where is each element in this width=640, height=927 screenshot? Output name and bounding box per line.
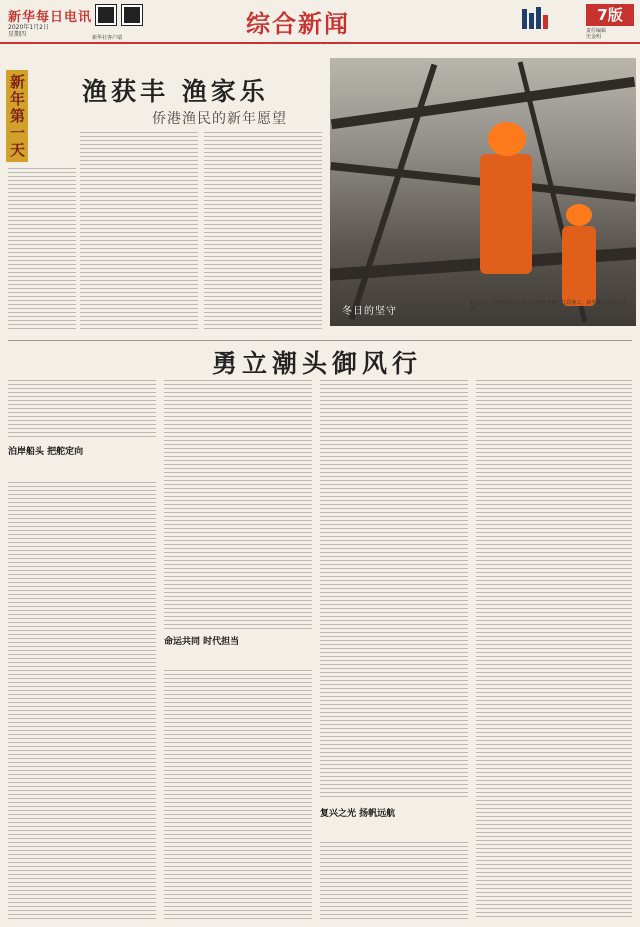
date-line: 2020年1月2日: [8, 24, 49, 31]
editor-credit: [586, 28, 606, 40]
top-article-column: [204, 132, 322, 332]
top-article-column: [8, 168, 76, 332]
construction-photo: [330, 58, 636, 326]
top-article-title: 渔获丰 渔家乐: [82, 77, 269, 106]
section-divider: [8, 340, 632, 341]
bottom-article-title: 勇立潮头御风行: [212, 349, 423, 378]
section-heading: 命运共同 时代担当: [164, 637, 240, 647]
bottom-article-column: [164, 670, 312, 920]
issue-date: [8, 24, 49, 38]
bottom-article-column: [8, 482, 156, 920]
bottom-article-column: [320, 380, 468, 800]
bottom-article-column: [8, 380, 156, 440]
qr-caption: 新华社客户端: [92, 35, 123, 41]
xinhua-logo-icon: [520, 5, 550, 33]
weekday-line: 星期四: [8, 31, 27, 38]
editor-role: 责任编辑: [586, 28, 607, 34]
masthead: 新华每日电讯: [8, 10, 93, 25]
section-heading: 泊岸船头 把舵定向: [8, 447, 84, 457]
page-number: 7版: [586, 4, 634, 26]
top-article-column: [80, 132, 198, 332]
page-header: [0, 0, 640, 44]
top-article-subtitle: 侨港渔民的新年愿望: [152, 111, 287, 127]
editor-name: 史金明: [586, 34, 602, 40]
bottom-article-column: [476, 380, 632, 920]
bottom-article-column: [164, 380, 312, 630]
new-year-tag: 新年第一天: [6, 70, 28, 162]
photo-label: 冬日的坚守: [342, 306, 397, 317]
section-heading: 复兴之光 扬帆远航: [320, 809, 396, 819]
qr-code-icon: [122, 5, 142, 25]
section-title: 综合新闻: [246, 9, 350, 38]
bottom-article-column: [320, 842, 468, 920]
qr-code-icon: [96, 5, 116, 25]
photo-caption: 1月1日，中铁四局工人在引江济淮安徽庐江段施工。新华社记者刘军喜摄: [470, 300, 627, 312]
